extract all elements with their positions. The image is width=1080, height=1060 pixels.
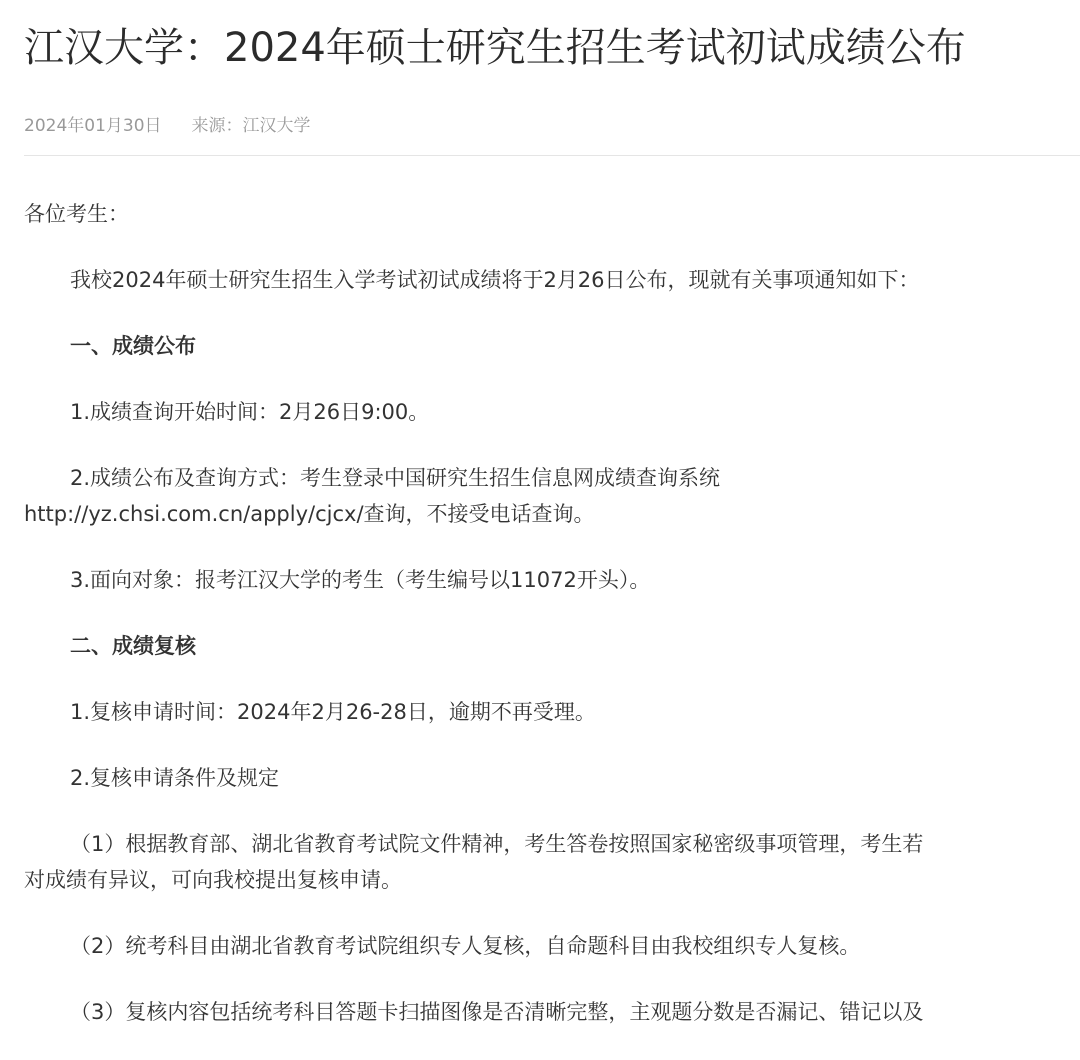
section2-sub-3: （3）复核内容包括统考科目答题卡扫描图像是否清晰完整，主观题分数是否漏记、错记以及 — [70, 1000, 924, 1024]
section2-sub-1 — [24, 826, 1080, 898]
section1-item-2 — [24, 460, 1080, 532]
section1-item-1: 1.成绩查询开始时间：2月26日9:00。 — [70, 400, 430, 424]
article — [24, 0, 1080, 1030]
divider — [24, 155, 1080, 156]
greeting: 各位考生： — [24, 202, 129, 226]
section1-item-3: 3.面向对象：报考江汉大学的考生（考生编号以11072开头）。 — [70, 568, 651, 592]
article-body — [24, 196, 1080, 1030]
section2-sub-1-line1: （1）根据教育部、湖北省教育考试院文件精神，考生答卷按照国家秘密级事项管理，考生若 — [70, 832, 924, 856]
intro-paragraph: 我校2024年硕士研究生招生入学考试初试成绩将于2月26日公布，现就有关事项通知如下： — [70, 268, 920, 292]
section1-item-2-line2: http://yz.chsi.com.cn/apply/cjcx/查询，不接受电话查询。 — [24, 502, 595, 526]
section1-item-2-line1: 2.成绩公布及查询方式：考生登录中国研究生招生信息网成绩查询系统 — [70, 466, 721, 490]
publish-date: 2024年01月30日 — [24, 116, 162, 136]
article-meta — [24, 114, 1080, 138]
section2-sub-1-line2: 对成绩有异议，可向我校提出复核申请。 — [24, 868, 402, 892]
article-title: 江汉大学：2024年硕士研究生招生考试初试成绩公布 — [24, 25, 966, 71]
section2-item-1: 1.复核申请时间：2024年2月26-28日，逾期不再受理。 — [70, 700, 596, 724]
section-heading-1: 一、成绩公布 — [70, 334, 196, 358]
source-label: 来源： — [191, 116, 243, 136]
source-wrap — [192, 116, 311, 136]
section2-item-2: 2.复核申请条件及规定 — [70, 766, 280, 790]
source-name: 江汉大学 — [242, 116, 311, 136]
section-heading-2: 二、成绩复核 — [70, 634, 196, 658]
section2-sub-2: （2）统考科目由湖北省教育考试院组织专人复核，自命题科目由我校组织专人复核。 — [70, 934, 861, 958]
